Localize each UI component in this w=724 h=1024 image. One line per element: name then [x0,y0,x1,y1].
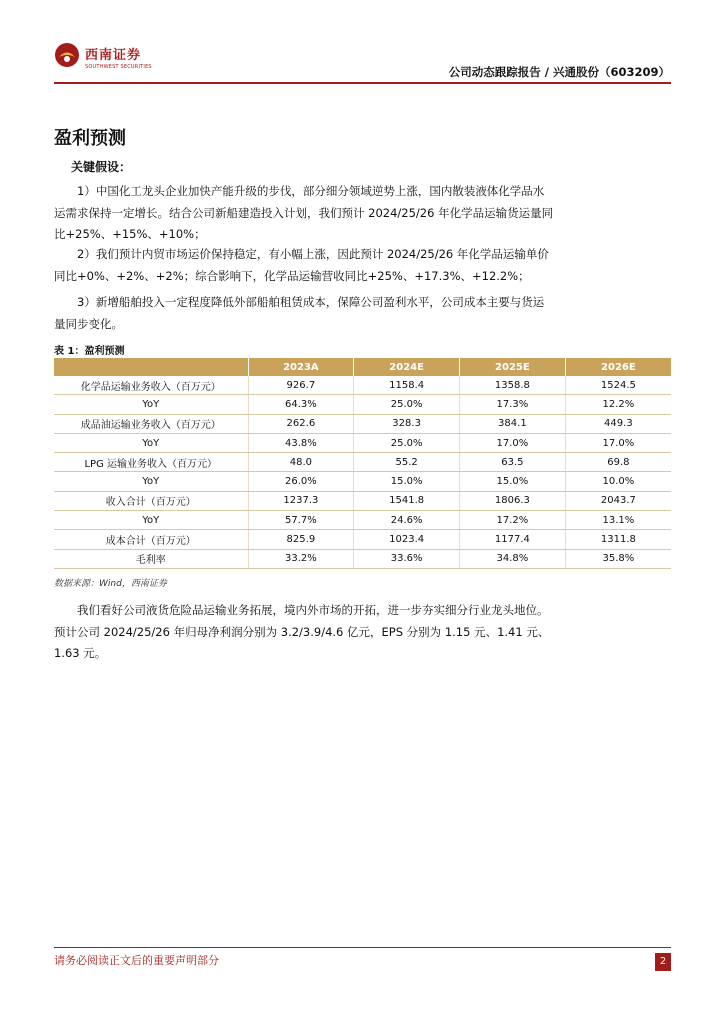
table-cell: 1806.3 [460,491,566,510]
table-cell: 15.0% [460,472,566,491]
table-cell: 64.3% [248,395,354,414]
table-caption: 表 1：盈利预测 [54,346,125,357]
table-cell: 825.9 [248,530,354,549]
table-cell: 1177.4 [460,530,566,549]
table-cell: 13.1% [565,511,671,530]
data-source: 数据来源：Wind，西南证券 [54,579,167,589]
table-cell: 1023.4 [354,530,460,549]
table-cell: 35.8% [565,549,671,568]
table-cell: 25.0% [354,395,460,414]
table-cell: 24.6% [354,511,460,530]
table-cell: 926.7 [248,376,354,395]
table-cell: 17.2% [460,511,566,530]
table-cell: 17.0% [565,433,671,452]
table-header-cell: 2026E [565,358,671,376]
table-row [54,453,671,472]
table-cell: 1358.8 [460,376,566,395]
logo-mark-icon [54,42,80,68]
conclusion-paragraph: 我们看好公司液货危险品运输业务拓展，境内外市场的开拓，进一步夯实细分行业龙头地位。预计公司 2024/25/26 年归母净利润分别为 3.2/3.9/4.6 亿元，EPS 分别为 1.15 元、1.41 元、1.63 元。 [54,603,550,660]
table-cell: 34.8% [460,549,566,568]
table-row [54,491,671,510]
header-divider [54,82,671,84]
table-row [54,376,671,395]
table-row [54,530,671,549]
table-row [54,549,671,568]
table-row [54,395,671,414]
table-row-label: 收入合计（百万元） [54,491,248,510]
table-cell: 10.0% [565,472,671,491]
table-row-label: LPG 运输业务收入（百万元） [54,453,248,472]
table-header-cell: 2025E [460,358,566,376]
table-cell: 2043.7 [565,491,671,510]
table-header-cell: 2024E [354,358,460,376]
table-cell: 55.2 [354,453,460,472]
section-title: 盈利预测 [54,128,126,149]
table-cell: 33.6% [354,549,460,568]
company-logo [54,42,164,76]
table-row-label: YoY [54,395,248,414]
assumption-paragraph-2: 2）我们预计内贸市场运价保持稳定，有小幅上涨，因此预计 2024/25/26 年化学品运输单价同比+0%、+2%、+2%；综合影响下，化学品运输营收同比+25%、+17.3%、+12.2%； [54,247,549,283]
table-cell: 1541.8 [354,491,460,510]
table-cell: 63.5 [460,453,566,472]
footer-disclaimer: 请务必阅读正文后的重要声明部分 [54,954,219,967]
table-cell: 25.0% [354,433,460,452]
table-cell: 33.2% [248,549,354,568]
table-cell: 17.0% [460,433,566,452]
key-assumptions-heading: 关键假设： [71,160,132,174]
table-cell: 1237.3 [248,491,354,510]
table-cell: 1158.4 [354,376,460,395]
footer-divider [54,947,671,948]
table-row [54,414,671,433]
logo-chinese-text: 西南证券 [85,48,142,63]
table-header-cell [54,358,248,376]
table-cell: 43.8% [248,433,354,452]
page-header [0,0,724,90]
assumption-paragraph-1: 1）中国化工龙头企业加快产能升级的步伐，部分细分领域逆势上涨，国内散装液体化学品水运需求保持一定增长。结合公司新船建造投入计划，我们预计 2024/25/26 年化学品运输货运量同比+25%、+15%、+10%； [54,184,554,241]
logo-english-text: SOUTHWEST SECURITIES [85,64,152,70]
table-row [54,433,671,452]
table-row-label: 成本合计（百万元） [54,530,248,549]
table-cell: 26.0% [248,472,354,491]
table-row [54,511,671,530]
table-cell: 12.2% [565,395,671,414]
table-row-label: 化学品运输业务收入（百万元） [54,376,248,395]
table-cell: 328.3 [354,414,460,433]
table-cell: 384.1 [460,414,566,433]
report-title: 公司动态跟踪报告 / 兴通股份（603209） [448,65,670,79]
page-number: 2 [655,953,671,971]
table-row-label: YoY [54,472,248,491]
forecast-table [54,358,671,569]
table-row-label: 成品油运输业务收入（百万元） [54,414,248,433]
table-cell: 449.3 [565,414,671,433]
table-cell: 17.3% [460,395,566,414]
table-cell: 15.0% [354,472,460,491]
table-cell: 69.8 [565,453,671,472]
table-header-cell: 2023A [248,358,354,376]
table-row [54,472,671,491]
table-cell: 48.0 [248,453,354,472]
table-cell: 262.6 [248,414,354,433]
table-cell: 1524.5 [565,376,671,395]
table-header-row [54,358,671,376]
table-cell: 57.7% [248,511,354,530]
table-row-label: 毛利率 [54,549,248,568]
table-cell: 1311.8 [565,530,671,549]
table-row-label: YoY [54,511,248,530]
table-row-label: YoY [54,433,248,452]
assumption-paragraph-3: 3）新增船舶投入一定程度降低外部船舶租赁成本，保障公司盈利水平，公司成本主要与货运量同步变化。 [54,295,545,331]
